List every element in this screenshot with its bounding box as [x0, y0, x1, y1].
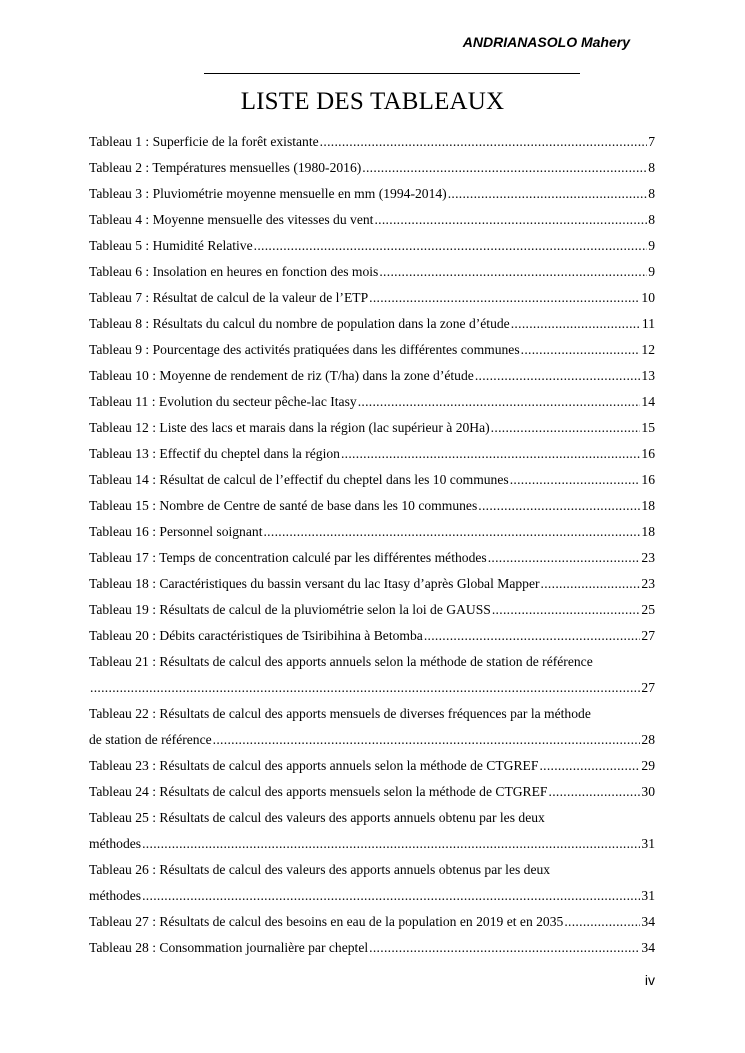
toc-entry-title: Tableau 6 : Insolation en heures en fonction des mois: [89, 264, 379, 279]
toc-entry-page: 9: [648, 238, 655, 253]
toc-entry[interactable]: [89, 493, 655, 519]
toc-entry-page: 9: [648, 264, 655, 279]
header-rule: [204, 73, 580, 74]
toc-leader-dots: [424, 623, 641, 649]
toc-entry-page: 31: [641, 836, 655, 851]
toc-entry-page: 8: [648, 160, 655, 175]
toc-entry-title: Tableau 23 : Résultats de calcul des apports annuels selon la méthode de CTGREF: [89, 758, 539, 773]
toc-leader-dots: [510, 467, 641, 493]
toc-entry-page: 23: [641, 550, 655, 565]
toc-entry[interactable]: [89, 181, 655, 207]
toc-entry[interactable]: [89, 753, 655, 779]
page-number: iv: [644, 972, 655, 988]
toc-entry-page: 13: [641, 368, 655, 383]
toc-entry-title: méthodes: [89, 836, 142, 851]
toc-entry[interactable]: [89, 467, 655, 493]
toc-leader-dots: [369, 285, 640, 311]
toc-entry-title: de station de référence: [89, 732, 212, 747]
toc-entry-page: 34: [641, 940, 655, 955]
toc-entry-page: 10: [641, 290, 655, 305]
author-header: ANDRIANASOLO Mahery: [462, 34, 630, 50]
toc-leader-dots: [492, 597, 641, 623]
toc-leader-dots: [320, 129, 648, 155]
toc-entry-title: Tableau 12 : Liste des lacs et marais dans la région (lac supérieur à 20Ha): [89, 420, 490, 435]
toc-leader-dots: [358, 389, 641, 415]
toc-entry[interactable]: [89, 155, 655, 181]
toc-entry-title: Tableau 9 : Pourcentage des activités pratiquées dans les différentes communes: [89, 342, 520, 357]
toc-entry[interactable]: [89, 727, 655, 753]
toc-leader-dots: [263, 519, 640, 545]
table-list: [89, 129, 655, 961]
toc-entry-title: Tableau 1 : Superficie de la forêt existante: [89, 134, 319, 149]
toc-entry-first-line: Tableau 21 : Résultats de calcul des apports annuels selon la méthode de station de référence: [89, 654, 593, 669]
toc-entry-title: Tableau 17 : Temps de concentration calculé par les différentes méthodes: [89, 550, 487, 565]
toc-entry[interactable]: [89, 129, 655, 155]
toc-entry-title: méthodes: [89, 888, 142, 903]
toc-entry-page: 28: [641, 732, 655, 747]
toc-entry[interactable]: [89, 441, 655, 467]
toc-entry-title: Tableau 5 : Humidité Relative: [89, 238, 253, 253]
toc-entry-title: Tableau 24 : Résultats de calcul des apports mensuels selon la méthode de CTGREF: [89, 784, 548, 799]
toc-leader-dots: [369, 935, 640, 961]
toc-entry-title: Tableau 15 : Nombre de Centre de santé de base dans les 10 communes: [89, 498, 478, 513]
toc-entry[interactable]: [89, 285, 655, 311]
toc-leader-dots: [541, 571, 641, 597]
toc-leader-dots: [254, 233, 648, 259]
page-title: LISTE DES TABLEAUX: [240, 88, 505, 115]
toc-entry-title: Tableau 3 : Pluviométrie moyenne mensuelle en mm (1994-2014): [89, 186, 447, 201]
toc-entry-page: 31: [641, 888, 655, 903]
toc-entry-title: Tableau 11 : Evolution du secteur pêche-lac Itasy: [89, 394, 357, 409]
toc-entry-title: Tableau 4 : Moyenne mensuelle des vitesses du vent: [89, 212, 374, 227]
toc-entry[interactable]: [89, 311, 655, 337]
toc-leader-dots: [213, 727, 641, 753]
toc-entry-title: Tableau 8 : Résultats du calcul du nombre de population dans la zone d’étude: [89, 316, 510, 331]
toc-entry-page: 18: [641, 498, 655, 513]
toc-entry[interactable]: [89, 779, 655, 805]
toc-entry-title: Tableau 14 : Résultat de calcul de l’effectif du cheptel dans les 10 communes: [89, 472, 509, 487]
toc-entry-first-line: Tableau 22 : Résultats de calcul des apports mensuels de diverses fréquences par la méthode: [89, 706, 591, 721]
toc-entry[interactable]: [89, 909, 655, 935]
toc-entry-title: Tableau 20 : Débits caractéristiques de Tsiribihina à Betomba: [89, 628, 423, 643]
toc-entry[interactable]: [89, 883, 655, 909]
toc-entry-page: 11: [641, 316, 655, 331]
toc-entry-page: 16: [641, 472, 655, 487]
toc-entry-first-line: Tableau 26 : Résultats de calcul des valeurs des apports annuels obtenus par les deux: [89, 862, 551, 877]
toc-entry-title: Tableau 28 : Consommation journalière par cheptel: [89, 940, 369, 955]
toc-leader-dots: [491, 415, 641, 441]
toc-entry-page: 14: [641, 394, 655, 409]
toc-entry-title: Tableau 27 : Résultats de calcul des besoins en eau de la population en 2019 et en 2035: [89, 914, 564, 929]
toc-entry[interactable]: [89, 831, 655, 857]
toc-entry-page: 25: [641, 602, 655, 617]
toc-leader-dots: [521, 337, 641, 363]
toc-entry-page: 8: [648, 186, 655, 201]
toc-entry[interactable]: [89, 571, 655, 597]
toc-entry[interactable]: [89, 415, 655, 441]
toc-entry-title: Tableau 13 : Effectif du cheptel dans la région: [89, 446, 340, 461]
toc-entry-title: Tableau 16 : Personnel soignant: [89, 524, 263, 539]
toc-entry[interactable]: [89, 623, 655, 649]
toc-entry-title: Tableau 19 : Résultats de calcul de la pluviométrie selon la loi de GAUSS: [89, 602, 491, 617]
toc-entry-page: 16: [641, 446, 655, 461]
toc-leader-dots: [142, 831, 640, 857]
toc-entry[interactable]: [89, 207, 655, 233]
toc-entry-page: 27: [641, 680, 655, 695]
toc-entry[interactable]: [89, 519, 655, 545]
toc-leader-dots: [564, 909, 640, 935]
toc-entry[interactable]: [89, 675, 655, 701]
toc-leader-dots: [549, 779, 641, 805]
toc-entry-page: 27: [641, 628, 655, 643]
toc-leader-dots: [511, 311, 641, 337]
toc-leader-dots: [488, 545, 641, 571]
toc-leader-dots: [478, 493, 640, 519]
toc-entry[interactable]: [89, 337, 655, 363]
toc-entry[interactable]: [89, 363, 655, 389]
toc-entry[interactable]: [89, 389, 655, 415]
toc-leader-dots: [90, 675, 640, 701]
toc-entry-page: 30: [641, 784, 655, 799]
toc-leader-dots: [374, 207, 647, 233]
toc-entry-title: Tableau 7 : Résultat de calcul de la valeur de l’ETP: [89, 290, 369, 305]
toc-entry-page: 12: [641, 342, 655, 357]
toc-entry-page: 18: [641, 524, 655, 539]
toc-entry[interactable]: [89, 545, 655, 571]
toc-entry-page: 8: [648, 212, 655, 227]
toc-entry-title: Tableau 18 : Caractéristiques du bassin versant du lac Itasy d’après Global Mapper: [89, 576, 540, 591]
toc-entry-title: Tableau 2 : Températures mensuelles (1980-2016): [89, 160, 362, 175]
toc-leader-dots: [475, 363, 641, 389]
toc-leader-dots: [539, 753, 640, 779]
toc-entry[interactable]: [89, 597, 655, 623]
toc-entry-page: 23: [641, 576, 655, 591]
toc-leader-dots: [142, 883, 640, 909]
toc-leader-dots: [448, 181, 648, 207]
toc-entry-page: 34: [641, 914, 655, 929]
toc-leader-dots: [341, 441, 640, 467]
toc-entry-title: Tableau 10 : Moyenne de rendement de riz (T/ha) dans la zone d’étude: [89, 368, 474, 383]
toc-entry-page: 7: [648, 134, 655, 149]
toc-entry-page: 29: [641, 758, 655, 773]
toc-entry[interactable]: [89, 259, 655, 285]
toc-entry[interactable]: [89, 935, 655, 961]
toc-entry[interactable]: [89, 233, 655, 259]
toc-leader-dots: [379, 259, 647, 285]
toc-leader-dots: [362, 155, 647, 181]
toc-entry-first-line: Tableau 25 : Résultats de calcul des valeurs des apports annuels obtenu par les deux: [89, 810, 545, 825]
toc-entry-page: 15: [641, 420, 655, 435]
